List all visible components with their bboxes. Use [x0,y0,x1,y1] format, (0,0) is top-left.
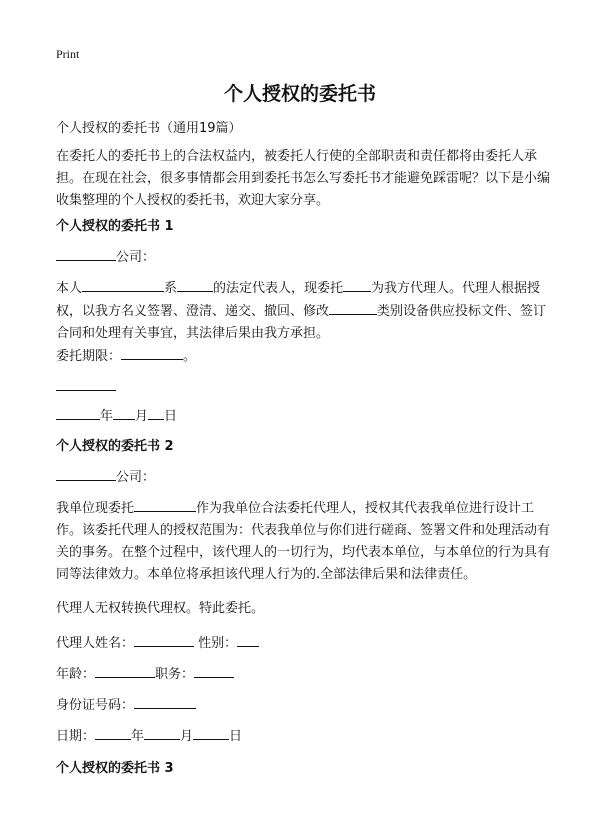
blank-field [193,725,229,740]
term-label: 委托期限： [56,349,122,364]
date-label: 日期： [56,729,96,744]
text: 月 [180,729,194,744]
signature-line [56,390,116,391]
company-label: 公司： [116,250,156,265]
blank-field [134,694,196,709]
section-1-date-line [56,405,552,428]
blank-field [144,725,180,740]
blank-field [56,466,116,481]
blank-field [194,663,234,678]
id-label: 身份证号码： [56,698,135,713]
section-3-heading: 个人授权的委托书 3 [56,761,174,776]
section-1-company-line [56,246,552,269]
gender-label: 性别： [198,636,238,651]
text: 作为我单位合法委托代理人，授权其代表我单位进行设计工作。该委托代理人的授权范围为：代表我单位与你们进行磋商、签署文件和处理活动有关的事务。在整个过程中，该代理人的一切行为，均代表本单位，与本单位的行为具有同等法律效力。本单位将承担该代理人行为的.全部法律后果和法律责任。 [56,501,551,582]
text: 月 [135,409,149,424]
blank-field [177,277,213,292]
section-2-date-line [56,725,552,748]
blank-field [95,663,155,678]
blank-field [134,497,196,512]
age-line [56,663,552,686]
position-label: 职务： [155,667,195,682]
blank-field [56,405,100,420]
blank-field [329,300,377,315]
term-line [56,345,552,368]
text: 。 [183,349,197,364]
section-2-note: 代理人无权转换代理权。特此委托。 [56,601,265,616]
document-subtitle: 个人授权的委托书（通用19篇） [56,121,242,136]
document-title: 个人授权的委托书 [223,83,376,105]
section-1-heading: 个人授权的委托书 1 [56,219,174,234]
blank-field [95,725,131,740]
text: 年 [100,409,114,424]
text: 系 [164,281,178,296]
blank-field [148,405,164,420]
text: 的法定代表人，现委托 [213,281,344,296]
blank-field [237,632,259,647]
text: 本人 [56,281,83,296]
blank-field [121,345,183,360]
text: 日 [229,729,243,744]
blank-field [82,277,164,292]
text: 类别设备供应投标文件、签订合同和处理有关事宜，其法律后果由我方承担。 [56,304,547,341]
section-2-heading: 个人授权的委托书 2 [56,439,174,454]
blank-field [113,405,135,420]
intro-paragraph: 在委托人的委托书上的合法权益内，被委托人行使的全部职责和责任都将由委托人承担。在现在社会，很多事情都会用到委托书怎么写委托书才能避免踩雷呢？以下是小编收集整理的个人授权的委托书，欢迎大家分享。 [56,149,551,208]
blank-field [134,632,194,647]
text: 我单位现委托 [56,501,135,516]
text: 年 [131,729,145,744]
blank-field [343,277,371,292]
section-2-body [56,497,552,586]
agent-name-line [56,632,552,655]
section-1-body [56,277,552,345]
age-label: 年龄： [56,667,96,682]
name-label: 代理人姓名： [56,636,135,651]
id-line [56,694,552,717]
print-link[interactable]: Print [56,47,80,61]
section-2-company-line [56,466,552,489]
blank-field [56,246,116,261]
company-label: 公司： [116,470,156,485]
text: 日 [164,409,178,424]
text: 为我方代理人。代理人根据授权，以我方名义签署、澄清、递交、撤回、修改 [56,281,541,319]
